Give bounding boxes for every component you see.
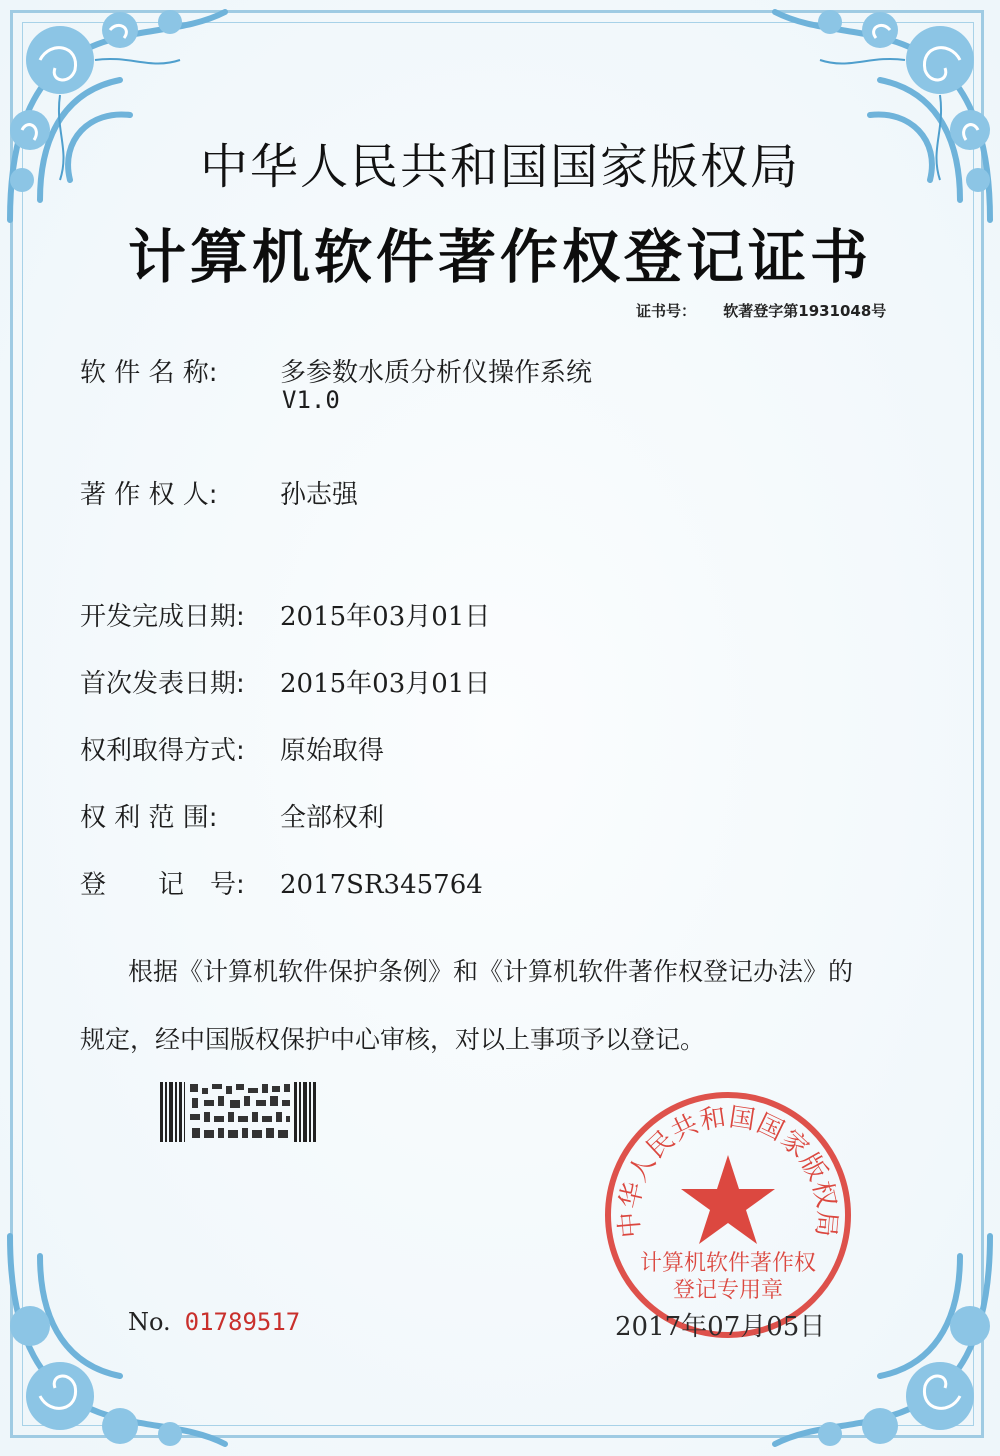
field-acquisition-method bbox=[80, 730, 384, 767]
field-copyright-holder bbox=[80, 474, 358, 511]
body-paragraph-2: 规定，经中国版权保护中心审核，对以上事项予以登记。 bbox=[80, 1025, 706, 1054]
certificate-number-value: 软著登字第1931048号 bbox=[723, 302, 887, 320]
corner-ornament-top-left bbox=[0, 0, 240, 240]
registration-number-value: 2017SR345764 bbox=[280, 870, 483, 900]
issue-date: 2017年07月05日 bbox=[615, 1312, 826, 1342]
serial-number bbox=[128, 1308, 300, 1336]
acquisition-method-value: 原始取得 bbox=[280, 736, 385, 766]
registration-number-label: 登 记 号: bbox=[80, 870, 245, 900]
rights-scope-value: 全部权利 bbox=[280, 803, 385, 833]
certificate-number bbox=[636, 300, 886, 321]
copyright-holder-value: 孙志强 bbox=[280, 480, 359, 510]
software-name-value: 多参数水质分析仪操作系统 bbox=[280, 358, 593, 388]
serial-value: 01789517 bbox=[184, 1308, 301, 1336]
acquisition-method-label: 权利取得方式: bbox=[80, 736, 245, 766]
copyright-holder-label: 著 作 权 人: bbox=[80, 480, 218, 510]
corner-ornament-bottom-left bbox=[0, 1216, 240, 1456]
first-publication-date-label: 首次发表日期: bbox=[80, 669, 245, 699]
field-rights-scope bbox=[80, 797, 384, 834]
seal-outer-text: 中华人民共和国国家版权局 bbox=[614, 1102, 842, 1240]
seal-star-icon bbox=[681, 1155, 775, 1244]
field-software-name bbox=[80, 352, 593, 414]
field-registration-number bbox=[80, 864, 483, 901]
rights-scope-label: 权 利 范 围: bbox=[80, 803, 218, 833]
barcode bbox=[160, 1082, 316, 1142]
seal-inner-line-1: 计算机软件著作权 bbox=[639, 1251, 817, 1276]
completion-date-value: 2015年03月01日 bbox=[280, 602, 491, 632]
certificate-title: 计算机软件著作权登记证书 bbox=[127, 223, 872, 291]
certificate-number-label: 证书号： bbox=[636, 302, 697, 320]
first-publication-date-value: 2015年03月01日 bbox=[280, 669, 491, 699]
body-paragraph-1: 根据《计算机软件保护条例》和《计算机软件著作权登记办法》的 bbox=[128, 957, 854, 986]
corner-ornament-top-right bbox=[760, 0, 1000, 240]
completion-date-label: 开发完成日期: bbox=[80, 602, 245, 632]
issuer-title: 中华人民共和国国家版权局 bbox=[199, 139, 800, 195]
field-first-publication-date bbox=[80, 663, 490, 700]
field-completion-date bbox=[80, 596, 490, 633]
software-name-label: 软 件 名 称: bbox=[80, 358, 218, 388]
seal-inner-line-2: 登记专用章 bbox=[672, 1278, 784, 1303]
software-version-value: V1.0 bbox=[282, 386, 340, 414]
serial-label: No. bbox=[128, 1308, 171, 1336]
